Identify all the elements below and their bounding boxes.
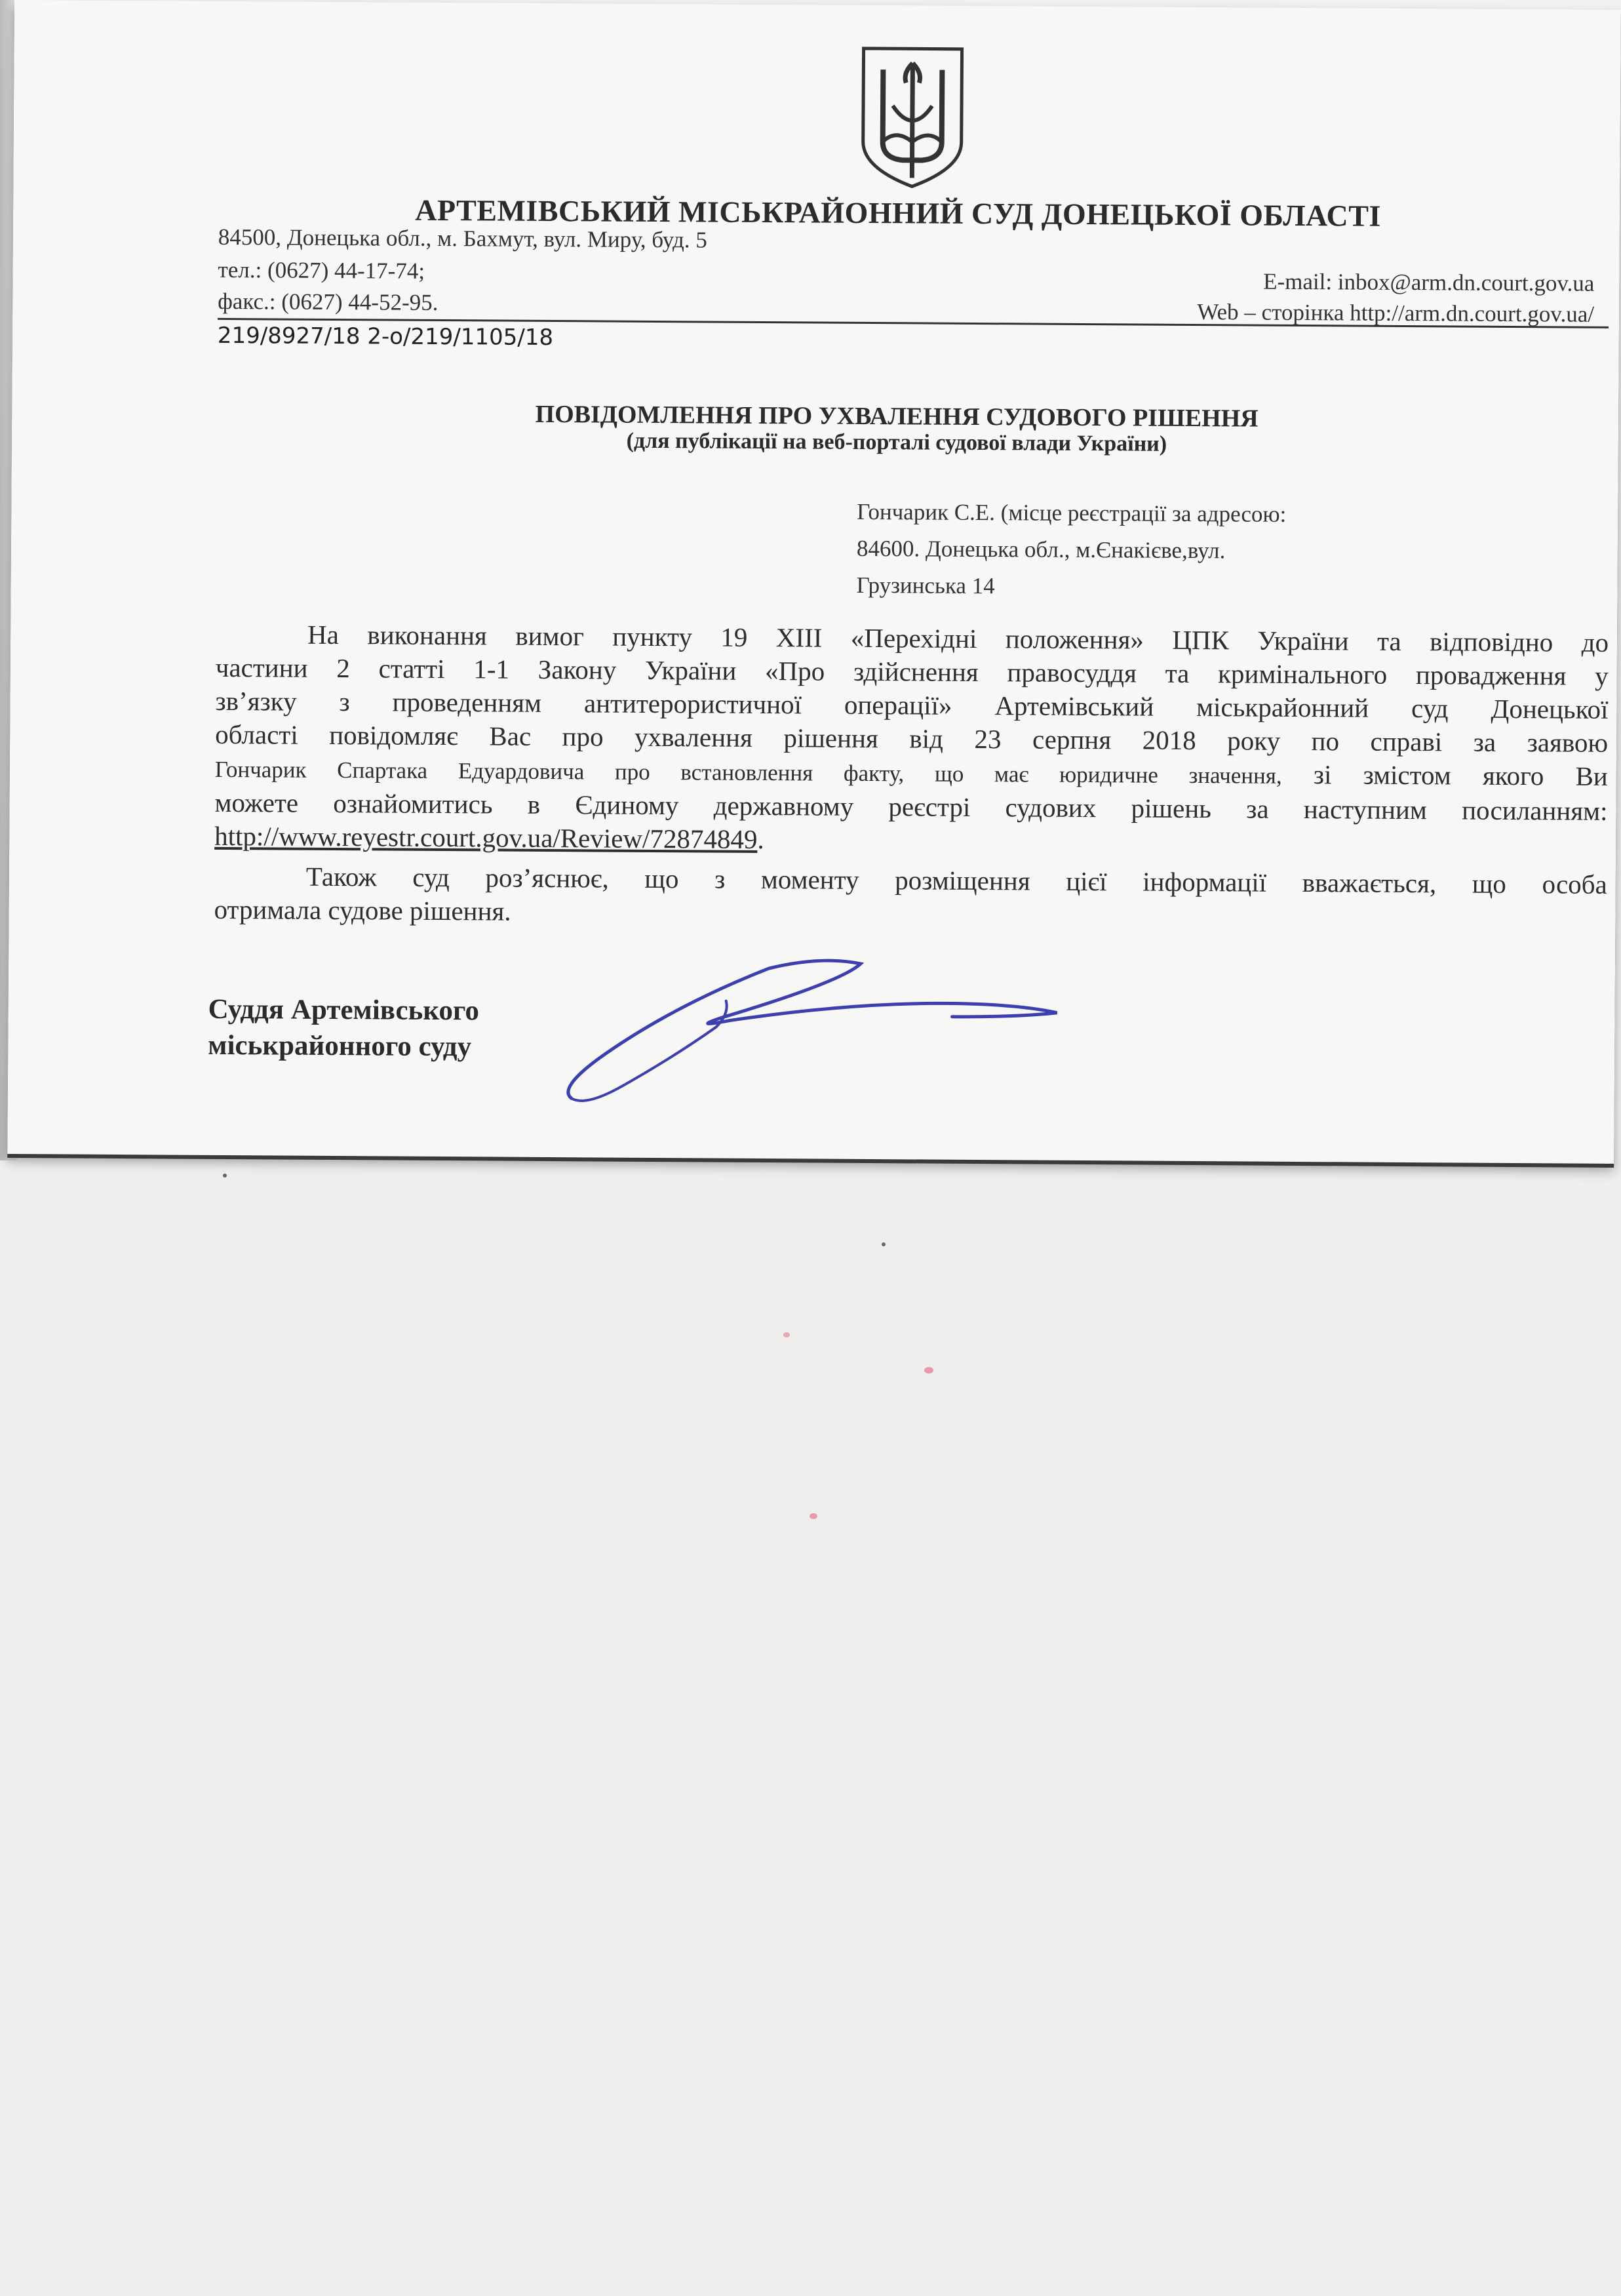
case-number: 219/8927/18 2-о/219/1105/18 xyxy=(217,322,554,351)
court-name: АРТЕМІВСЬКИЙ МІСЬКРАЙОННИЙ СУД ДОНЕЦЬКОЇ ОБЛАСТІ xyxy=(415,193,1381,233)
recipient-block xyxy=(856,494,1286,606)
court-fax: факс.: (0627) 44-52-95. xyxy=(218,288,439,315)
body-line: отримала судове рішення. xyxy=(214,894,511,926)
signature-line: Суддя Артемівського xyxy=(208,993,480,1027)
notice-body xyxy=(214,618,1609,935)
body-line: області повідомляє Вас про ухвалення рішення від 23 серпня 2018 року по справі за заявою xyxy=(215,719,1609,758)
coat-of-arms-icon xyxy=(856,43,968,191)
body-fragment: зі змістом якого Ви xyxy=(1313,759,1608,791)
notice-title: ПОВІДОМЛЕННЯ ПРО УХВАЛЕННЯ СУДОВОГО РІШЕННЯ xyxy=(535,400,1259,433)
body-line: частини 2 статті 1-1 Закону України «Про здійснення правосуддя та кримінального провадження у xyxy=(215,652,1609,691)
signature-line: міськрайонного суду xyxy=(208,1029,472,1063)
scanner-bed-area xyxy=(0,1160,1621,2296)
court-phone: тел.: (0627) 44-17-74; xyxy=(218,256,425,284)
court-email: E-mail: inbox@arm.dn.court.gov.ua xyxy=(1263,268,1595,296)
body-line: Також суд роз’яснює, що з моменту розміщення цієї інформації вважається, що особа xyxy=(305,861,1607,900)
body-line: На виконання вимог пункту 19 ХІІІ «Перехідні положення» ЦПК України та відповідно до xyxy=(307,619,1609,658)
court-website: Web – сторінка http://arm.dn.court.gov.ua/ xyxy=(1197,299,1595,327)
applicant-text: Гончарик Спартака Едуардовича про встановлення факту, що має юридичне значення, xyxy=(214,756,1282,789)
registry-link[interactable]: http://www.reyestr.court.gov.ua/Review/72874849 xyxy=(214,820,758,854)
signature-label xyxy=(208,991,479,1065)
document-sheet xyxy=(7,0,1621,1164)
scan-speck xyxy=(882,1242,886,1246)
body-fragment: . xyxy=(757,823,764,855)
scan-speck xyxy=(924,1367,933,1374)
handwritten-signature xyxy=(558,954,1070,1115)
scan-speck xyxy=(783,1332,790,1337)
court-address: 84500, Донецька обл., м. Бахмут, вул. Миру, буд. 5 xyxy=(218,224,707,253)
scan-speck xyxy=(223,1174,227,1178)
body-line: зв’язку з проведенням антитерористичної операції» Артемівський міськрайонний суд Донецької xyxy=(215,685,1609,724)
recipient-line: Грузинська 14 xyxy=(856,572,995,599)
scan-speck xyxy=(810,1513,817,1519)
body-line: можете ознайомитись в Єдиному державному реєстрі судових рішень за наступним посиланням: xyxy=(214,787,1608,826)
recipient-line: Гончарик С.Е. (місце реєстрації за адресою: xyxy=(857,498,1287,527)
recipient-line: 84600. Донецька обл., м.Єнакієве,вул. xyxy=(856,535,1226,564)
notice-subtitle: (для публікації на веб-порталі судової влади України) xyxy=(626,428,1167,456)
